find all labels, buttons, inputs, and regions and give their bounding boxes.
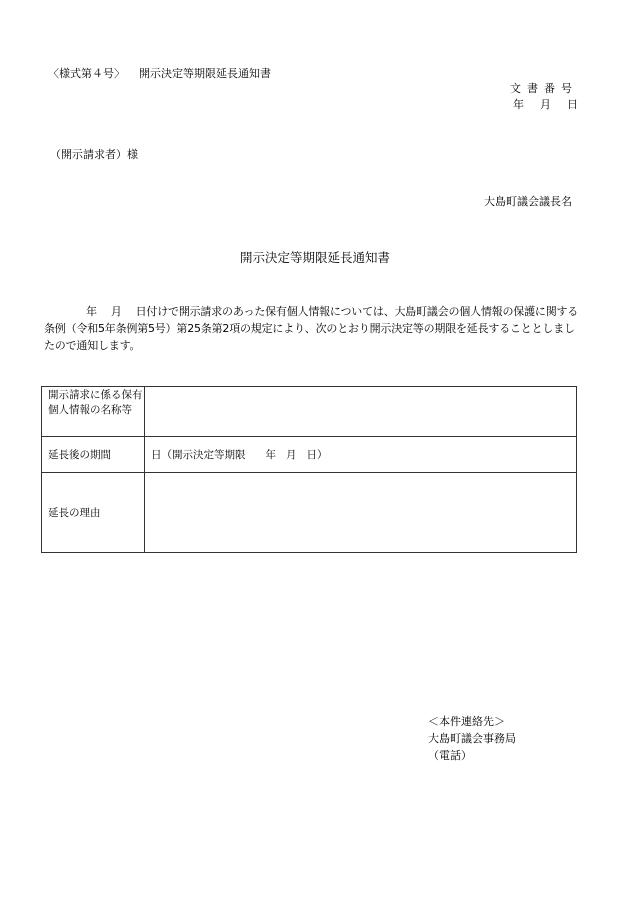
recipient: （開示請求者）様 xyxy=(50,148,138,161)
period-prefix: 日（開示決定等期限 xyxy=(151,449,246,461)
row2-value xyxy=(145,437,577,473)
row3-label: 延長の理由 xyxy=(42,473,145,553)
form-number: 〈様式第４号〉 xyxy=(48,67,125,80)
contact-office: 大島町議会事務局 xyxy=(428,732,516,745)
sender: 大島町議会議長名 xyxy=(484,195,572,208)
date-day: 日 xyxy=(567,98,578,111)
table-row xyxy=(42,473,577,553)
body-paragraph xyxy=(44,303,580,354)
page-title: 開示決定等期限延長通知書 xyxy=(239,250,390,265)
date-year: 年 xyxy=(513,98,524,111)
table-row xyxy=(42,387,577,437)
info-table xyxy=(41,386,577,553)
contact-phone: （電話） xyxy=(428,749,472,762)
document-date xyxy=(497,96,578,112)
row1-label: 開示請求に係る保有個人情報の名称等 xyxy=(42,387,145,437)
table-row xyxy=(42,437,577,473)
period-suffix: 日） xyxy=(306,449,328,461)
body-year-label: 年 xyxy=(86,305,97,318)
period-month: 月 xyxy=(286,449,297,461)
form-label xyxy=(48,65,271,81)
row1-value xyxy=(145,387,577,437)
form-title: 開示決定等期限延長通知書 xyxy=(139,67,271,80)
contact-block xyxy=(428,713,516,764)
period-year: 年 xyxy=(265,449,276,461)
body-text: 日付けで開示請求のあった保有個人情報については、大島町議会の個人情報の保護に関する条例（令和5年条例第5号）第25条第2項の規定により、次のとおり開示決定等の期限を延長することとしましたので通知します。 xyxy=(44,305,579,352)
row3-value xyxy=(145,473,577,553)
contact-heading: ＜本件連絡先＞ xyxy=(428,715,505,728)
row2-label: 延長後の期間 xyxy=(42,437,145,473)
document-number: 文書番号 xyxy=(510,82,578,95)
date-month: 月 xyxy=(540,98,551,111)
body-month-label: 月 xyxy=(110,305,122,318)
